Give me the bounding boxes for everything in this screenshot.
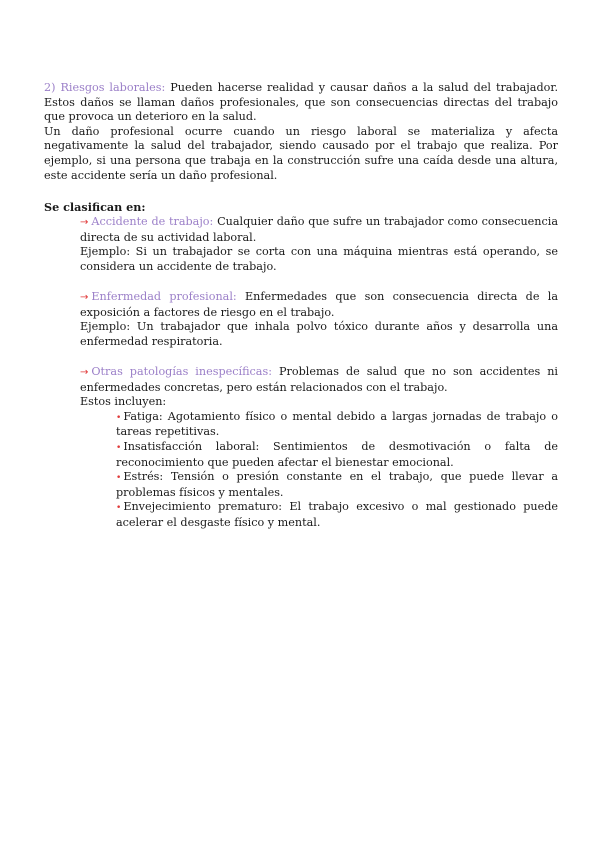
- list-item: [116, 470, 558, 500]
- includes-label: Estos incluyen:: [80, 395, 167, 409]
- category-text: Cualquier daño que sufre un trabajador como consecuencia directa de su actividad laboral.: [80, 215, 558, 244]
- category-example: Ejemplo: Un trabajador que inhala polvo tóxico durante años y desarrolla una enfermedad respiratoria.: [80, 320, 558, 348]
- list-item: [116, 500, 558, 530]
- category-example: Ejemplo: Si un trabajador se corta con una máquina mientras está operando, se considera un accidente de trabajo.: [80, 245, 558, 273]
- category-term: Otras patologías inespecíficas:: [91, 365, 272, 378]
- category-definition: [80, 290, 558, 320]
- list-item: [116, 410, 558, 440]
- list-item: [116, 440, 558, 470]
- bullet-icon: •: [116, 412, 122, 423]
- category-otras-patologias: [80, 365, 558, 531]
- classification-label-block: [44, 200, 558, 215]
- category-text: Problemas de salud que no son accidentes ni enfermedades concretas, pero están relacionados con el trabajo.: [80, 365, 558, 394]
- intro-paragraph: [44, 81, 558, 125]
- intro-text: Pueden hacerse realidad y causar daños a la salud del trabajador. Estos daños se llaman daños profesionales, que son consecuencias directas del trabajo que provoca un deterioro en la salud.: [44, 81, 559, 124]
- classification-label: Se clasifican en:: [44, 200, 146, 214]
- section-heading: 2) Riesgos laborales:: [44, 81, 166, 94]
- list-item-text: Envejecimiento prematuro: El trabajo excesivo o mal gestionado puede acelerar el desgaste físico y mental.: [116, 500, 558, 529]
- category-definition: [80, 215, 558, 245]
- category-term: Enfermedad profesional:: [91, 290, 237, 303]
- definition-paragraph: Un daño profesional ocurre cuando un riesgo laboral se materializa y afecta negativamente la salud del trabajador, siendo causado por el trabajo que realiza. Por ejemplo, si una persona que trabaja en la construcción sufre una caída desde una altura, este accidente sería un daño profesional.: [44, 124, 558, 182]
- category-enfermedad: [80, 290, 558, 349]
- category-definition: [80, 365, 558, 395]
- arrow-right-icon: →: [80, 367, 89, 378]
- intro-section: [44, 81, 558, 183]
- list-item-text: Insatisfacción laboral: Sentimientos de desmotivación o falta de reconocimiento que pueden afectar el bienestar emocional.: [116, 439, 558, 469]
- category-text: Enfermedades que son consecuencia directa de la exposición a factores de riesgo en el trabajo.: [80, 290, 558, 319]
- arrow-right-icon: →: [80, 292, 89, 303]
- pathology-list: [116, 410, 558, 531]
- bullet-icon: •: [116, 473, 122, 484]
- arrow-right-icon: →: [80, 217, 89, 228]
- list-item-text: Fatiga: Agotamiento físico o mental debido a largas jornadas de trabajo o tareas repetitivas.: [116, 409, 558, 439]
- list-item-text: Estrés: Tensión o presión constante en el trabajo, que puede llevar a problemas físicos y mentales.: [116, 470, 558, 499]
- category-accidente: [80, 215, 558, 274]
- category-term: Accidente de trabajo:: [91, 215, 214, 228]
- bullet-icon: •: [116, 503, 122, 514]
- bullet-icon: •: [116, 442, 122, 453]
